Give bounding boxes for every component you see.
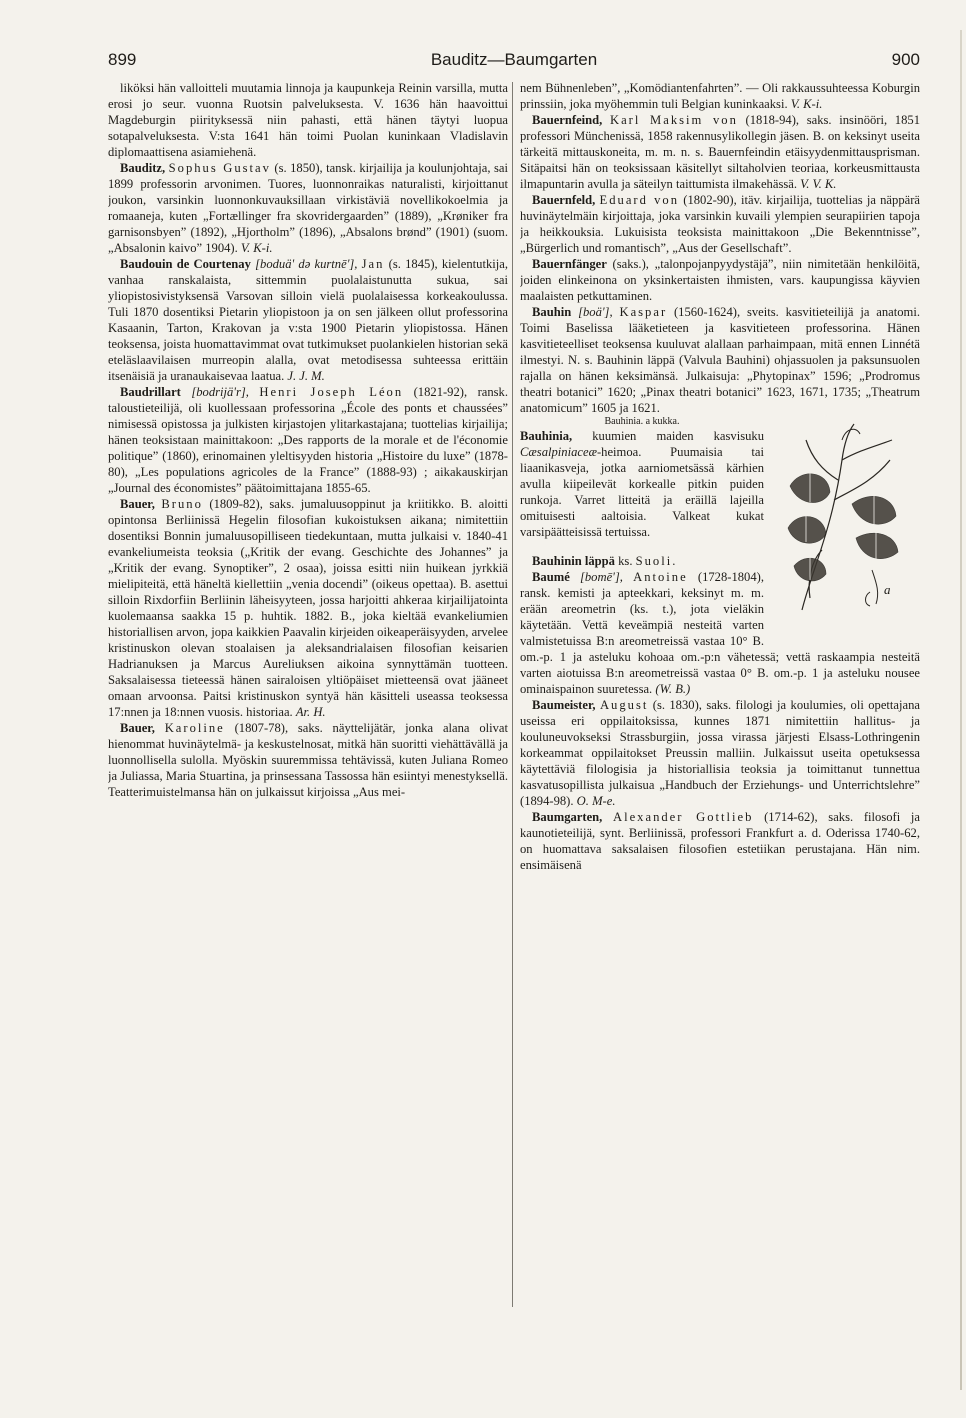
person-name: Eduard von [599,193,680,207]
entry-text: (1807-78), saks. näyttelijätär, jonka alana olivat hienommat huvinäytelmä- ja keskustelnosat, mitkä hän suoritti viehättävällä ja luonnollisella sulolla. Myöskin suuremmissa tehtävissä, kuten Juliana Romeo ja Juliassa, Maria Stuartina, ja prinsessana Tassossa hän esiintyi menestyksellä. Teatterimuistelmansa hän on julkaissut kirjoissa „Aus mei- [108,721,508,799]
entry-text: liköksi hän valloitteli muutamia linnoja ja kaupunkeja Reinin varsilla, mutta erosi jo seur. vuonna Ruotsin palveluksesta. V. 1636 hän haavoittui Magdeburgin piirityksessä niin pahasti, että hänen täytyi luopua sotapalveluksesta. V:sta 1641 hän toimi Puolan kuninkaan Vladislavin diplomaattisena asiamiehenä. [108,81,508,159]
entry-text: (saks.), „talonpojanpyydystäjä”, niin nimitetään henkilöitä, joiden elinkeinona on yksinkertaisten ihmisten, vars. kaupungissa käyvien maalaisten petkuttaminen. [520,257,920,303]
entry-text: nem Bühnenleben”, „Komödiantenfahrten”. — Oli rakkaussuhteessa Koburgin prinssiin, joka myöhemmin tuli Belgian kuninkaaksi. [520,81,920,111]
dictionary-entry [520,112,920,192]
headword: Bauernfeld, [532,193,596,207]
page-edge [960,30,962,1390]
person-name: Antoine [633,569,688,584]
dictionary-entry [520,192,920,256]
right-column-top-entries [520,80,920,416]
entry-text: . [672,553,676,568]
dictionary-entry [108,256,508,384]
bauhinia-plant-illustration [772,420,920,618]
entry-text: (s. 1830), saks. filologi ja koulumies, oli opettajana useissa eri oppilaitoksissa, kunnes 1871 nimitettiin hallitus- ja kouluneuvokseksi Strassburgiin, jossa virassa järjesti Elsass-Lothringenin korkeammat oppilaitokset Preussin malliin. Julkaissut useita opetuksessa käytettäviä filologisia ja historiallisia teoksia ja toimittanut tunnettua kasvatusopillista julkaisua „Handbuch der Erziehungs- und Unterrichtslehre” (1894-98). [520,697,920,808]
entry-text: (1809-82), saks. jumaluusoppinut ja kriitikko. B. aloitti opintonsa Berliinissä Hegelin filosofian kukoistuksen aikana; nimitettiin dosentiksi Bonnin jumaluusopilliseen tiedekuntaan, mutta julkaisi v. 1840-41 evankeliumeista teoksia („Kritik der evang. Geschichte des Johannes” ja „Kritik der evang. Synoptiker”, 2 osaa), joissa esitti niin huikean jyrkkiä mielipiteitä, että häneltä kiellettiin „venia docendi” (oikeus opettaa). B. asettui silloin Rixdorfiin Berliinin läheisyyteen, jossa harjoitti ahkeraa kirjailijatointa kuolemaansa saakka 15 p. huhtik. 1882. B., joka kieltää evankeliumien historiallisen arvon, jopa kaikkien Paavalin kirjeiden oikeaperäisyyden, arvelee kristinuskon olevan stoalaisen ja aleksandrialaisen filosofian keisarien Hadrianuksen ja Marcus Aureliuksen aikoina synnyttämän tuotteen. Saksalaisessa tieteessä hänen sairaloisen yltiöpäiset mietteensä ovat jääneet omaan arvoonsa. Paitsi kristinuskon syntyä hän käsitteli useassa teoksessa 17:nnen ja 18:nnen vuosis. historiaa. [108,497,508,719]
headword: Bauernfeind, [532,113,603,127]
figure-caption: Bauhinia. a kukka. [604,416,680,427]
headword: Bauernfänger [532,257,607,271]
column-divider [512,82,513,1307]
figure-label-a: a [884,582,891,597]
entry-text: (1728-1804), ransk. kemisti ja apteekkari, keksinyt m. m. erään areometrin (ks. t.), jota vieläkin käytetään. Vettä keveämpiä nesteitä varten valmistetuissa B:n areometreissä vastaa 10° B. om.-p. 1 ja asteluku kohoaa om.-p:n vähetessä; vettä raskaampia nesteitä varten aiotuissa B:n areometreissä vastaa 0° B. om.-p. 1 ja asteluku nousee ominaispainon suuretessa. [520,569,920,696]
headword: Bauer, [120,497,155,511]
author-signature: V. K-i. [240,241,273,255]
headword: Bauer, [120,721,155,735]
person-name: Henri Joseph Léon [259,385,404,399]
pronunciation: [boä'], [571,305,613,319]
dictionary-entry [520,697,920,809]
pronunciation: [bomē'], [569,569,623,584]
running-title: Bauditz—Baumgarten [430,50,598,69]
dictionary-entry [520,256,920,304]
author-signature: V. K-i. [790,97,823,111]
dictionary-entry [520,304,920,416]
person-name: Karl Maksim von [610,113,738,127]
headword: Bauditz, [120,161,166,175]
person-name: Jan [361,257,385,271]
headword: Bauhinia, [520,429,573,443]
cross-reference: Suoli [635,553,673,568]
pronunciation: [bodrijä'r], [180,385,249,399]
entry-text: (1560-1624), sveits. kasvitieteilijä ja anatomi. Toimi Baselissa lääketieteen ja kasvitieteen professorina. Hänen kasvitieteelliset teoksensa kuuluvat alallaan parhaimpaan, mitä ennen Linnétä ilmestyi. N. s. Bauhinin läppä (Valvula Bauhini) ohjassuolen ja paksunsuolen rajalla on hänen keksimänsä. Julkaisuja: „Phytopinax” 1596; „Prodromus theatri botanici” 1620; „Pinax theatri botanici” 1623, 1671, 1735; „Theatrum anatomicum” 1605 ja 1621. [520,305,920,415]
author-signature: Ar. H. [295,705,326,719]
dictionary-entry [108,496,508,720]
bauhinia-figure [772,420,920,634]
dictionary-entry [108,384,508,496]
page-number-right: 900 [891,50,920,69]
dictionary-entry [108,720,508,800]
entry-text: (1802-90), itäv. kirjailija, tuottelias ja näppärä huvinäytelmäin kirjoittaja, joka varsinkin kuvaili ylempien seurapiirien tapoja ja heikkouksia. Lukuisista teoksista mainittakoon „Die Bekenntnisse”, „Bürgerlich und romantisch”, „Aus der Gesellschaft”. [520,193,920,255]
dictionary-entry [520,809,920,873]
person-name: Kaspar [619,305,668,319]
author-signature: J. J. M. [287,369,325,383]
entry-text: (1714-62), saks. filosofi ja kaunotieteilijä, synt. Berliinissä, professori Frankfurt a. d. Oderissa 1740-62, on huomattava saksalaisen filosofien estetiikan perustajana. Hän nim. ensimäisenä [520,809,920,872]
entry-text: ks. [618,553,636,568]
right-column: nem Bühnenleben”, „Komödiantenfahrten”. — Oli rakkaussuhteessa Koburgin prinssiin, joka myöhemmin tuli Belgian kuninkaaksi. V. K-i. Bauernfeind, Karl Maksim von (1818-94), saks. insinööri, 1851 professori Münchenissä, 1858 rakennusylikollegin jäsen. B. on keksinyt useita tärkeitä mittauskoneita, m. m. n. s. Bauernfeindin etäisyydenmittausprisman. Sitäpaitsi hän on teoksissaan käsitellyt siltaholvien teoriaa, korkeusmittausta ilmapuntarin avulla ja säteilyn taittumista ilmakehässä. V. V. K. Bauernfeld, Eduard von (1802-90), itäv. kirjailija, tuottelias ja näppärä huvinäytelmäin kirjoittaja, joka varsinkin kuvaili ylempien seurapiirien tapoja ja heikkouksia. Lukuisista teoksista mainittakoon „Die Bekenntnisse”, „Bürgerlich und romantisch”, „Aus der Gesellschaft”. Bauernfänger (saks.), „talonpojanpyydystäjä”, niin nimitetään henkilöitä, joiden elinkeinona on yksinkertaisten ihmisten, vars. kaupungissa käyvien maalaisten petkuttaminen. Bauhin [boä'], Kaspar (1560-1624), sveits. kasvitieteilijä ja anatomi. Toimi Baselissa lääketieteen ja kasvitieteen professorina. Hänen kasvitieteelliset teoksensa kuuluvat alallaan parhaimpaan, mitä ennen Linnétä ilmestyi. N. s. Bauhinin läppä (Valvula Bauhini) ohjassuolen ja paksunsuolen rajalla on hänen keksimänsä. Julkaisuja: „Phytopinax” 1596; „Prodromus theatri botanici” 1620; „Pinax theatri botanici” 1623, 1671, 1735; „Theatrum anatomicum” 1605 ja 1621. a Bauhinia. a kukka. Bauhinia, kuumien maiden kasvisuku Cæsalpiniaceæ-heimoa. Puumaisia tai liaanikasveja, jotka aarniometsässä kärhien avulla kiipeilevät korkealle pitkin puiden runkoja. Varret litteitä ja eräillä lajeilla omituisesti aaltoisia. Valkeat kukat varsipäätteisissä tertuissa. Bauhinin läppä ks. Suoli. Baumé [bomē'], Antoine (1728-1804), ransk. kemisti ja apteekkari, keksinyt m. m. erään areometrin (ks. t.), jota vieläkin käytetään. Vettä keveämpiä nesteitä varten valmistetuissa B:n areometreissä vastaa 10° B. om.-p. 1 ja asteluku kohoaa om.-p:n vähetessä; vettä raskaampia nesteitä varten aiotuissa B:n areometreissä vastaa 0° B. om.-p. 1 ja asteluku nousee ominaispainon suuretessa. (W. B.) Baumeister, August (s. 1830), saks. filologi ja koulumies, oli opettajana useissa eri oppilaitoksissa, kunnes 1871 nimitettiin hallitus- ja kouluneuvokseksi Strassburgiin, jossa virassa järjesti Elsass-Lothringenin korkeammat oppilaitokset Preussin malliin. Julkaissut useita opetuksessa käytettäviä filologisia ja historiallisia teoksia ja toimittanut tunnettua kasvatusopillista julkaisua „Handbuch der Erziehungs- und Unterrichtslehre” (1894-98). O. M-e. Baumgarten, Alexander Gottlieb (1714-62), saks. filosofi ja kaunotieteilijä, synt. Berliinissä, professori Frankfurt a. d. Oderissa 1740-62, on huomattava saksalaisen filosofien estetiikan perustajana. Hän nim. ensimäisenä [520,81,920,872]
person-name: August [599,697,649,712]
person-name: Alexander Gottlieb [613,809,754,824]
taxon-name: Cæsalpiniaceæ [520,445,597,459]
headword: Baudouin de Courtenay [120,257,251,271]
headword: Baumeister, [532,697,596,712]
person-name: Karoline [164,721,225,735]
headword: Baumgarten, [532,809,603,824]
author-signature: O. M-e. [576,793,616,808]
person-name: Bruno [161,497,203,511]
entry-text: (s. 1850), tansk. kirjailija ja koulunjohtaja, sai 1899 professorin arvonimen. Tuores, luonnonraikas naturalisti, kirjoittanut joukon, varsinkin luonnonkuvauksillaan virkistäviä novellikokoelmia ja romaaneja, kuten „Fortællinger fra skovridergaarden” (1889), „Krøniker fra garnisonsbyen” (1892), „Hjortholm” (1896), „Absalons brønd” (1901) (suom. „Absalonin kaivo” 1904). [108,161,508,255]
person-name: Sophus Gustav [168,161,271,175]
headword: Baudrillart [120,385,181,399]
dictionary-entry [108,160,508,256]
headword: Bauhin [532,305,572,319]
dictionary-entry [108,80,508,160]
page-number-left: 899 [108,50,137,69]
running-header [108,50,920,74]
dictionary-entry [520,80,920,112]
entry-text: (s. 1845), kielentutkija, vanhaa ranskalaista, sittemmin puolalaistunutta sukua, sai yliopistosivistyksensä Varsovan silloin vielä puolalaisessa korkeakoulussa. Tuli 1870 dosentiksi Pietarin yliopistoon ja on sen jälkeen ollut professorina Kasaanin, Tarton, Krakovan ja v:sta 1900 Pietarin yliopistossa. Hänen teoksensa, joista huomattavimmat ovat tutkimukset puolankielen historian sekä eteläslaavilaisen murreopin alalla, ovat metodisessa suhteessa erittäin itsenäisiä ja uranaukaisevaa laatua. [108,257,508,383]
author-signature: V. V. K. [800,177,837,191]
entry-text: (1818-94), saks. insinööri, 1851 professori Münchenissä, 1858 rakennusylikollegin jäsen. B. on keksinyt useita tärkeitä mittauskoneita, m. m. n. s. Bauernfeindin etäisyydenmittausprisman. Sitäpaitsi hän on teoksissaan käsitellyt siltaholvien teoriaa, korkeusmittausta ilmapuntarin avulla ja säteilyn taittumista ilmakehässä. [520,113,920,191]
pronunciation: [boduä' də kurtnē'], [250,257,358,271]
author-signature: (W. B.) [655,681,691,696]
entry-text: (1821-92), ransk. taloustieteilijä, oli kuollessaan professorina „École des ponts et chaussées” nimisessä opistossa ja julkisten kirjastojen ylitarkastajana; tuottelias kirjailija; hänen teoksistaan mainittakoon: „Des rapports de la morale et de l'économie politique” (1860), erinomainen yleltisyyden historia „Histoire du luxe” (1878-80), „Les populations agricoles de la France” (1888-93) ; aikakauskirjan „Journal des économistes” päätoimittajana 1855-65. [108,385,508,495]
headword: Bauhinin läppä [532,553,615,568]
left-column [108,80,508,1400]
headword: Baumé [532,569,570,584]
